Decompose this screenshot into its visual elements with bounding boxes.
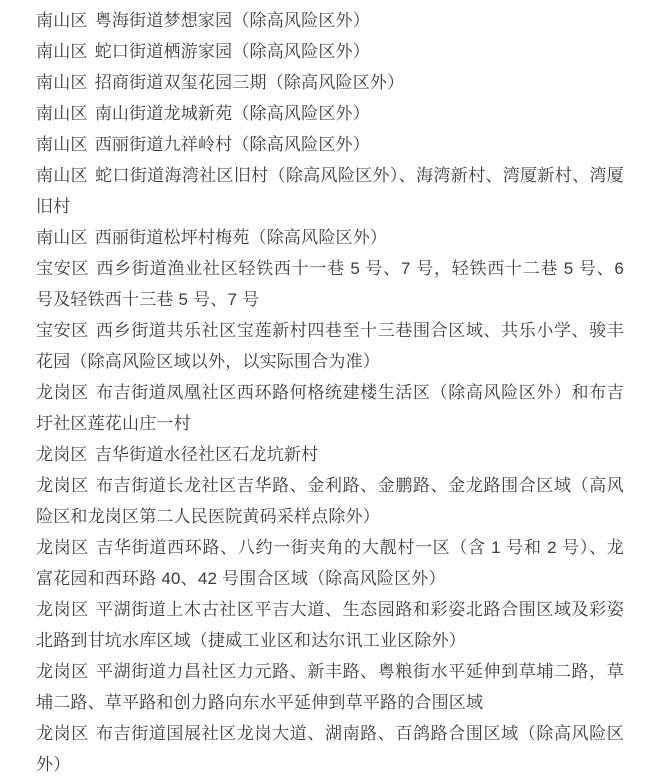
area-entry [36,532,624,594]
area-text: 西乡街道共乐社区宝莲新村四巷至十三巷围合区域、共乐小学、骏丰花园（除高风险区域以外，以实际围合为准） [36,321,624,371]
district-label: 南山区 [36,42,88,61]
district-label: 龙岗区 [36,600,89,619]
area-entry [36,377,624,439]
district-label: 南山区 [36,104,88,123]
district-label: 龙岗区 [36,445,88,464]
area-text: 西乡街道渔业社区轻铁西十一巷 5 号、7 号，轻铁西十二巷 5 号、6 号及轻铁西十三巷 5 号、7 号 [36,259,624,309]
area-entry [36,222,624,253]
district-label: 南山区 [36,166,89,185]
area-entry [36,129,624,160]
district-label: 南山区 [36,73,88,92]
area-entry [36,594,624,656]
district-label: 龙岗区 [36,538,90,557]
area-text: 布吉街道凤凰社区西环路何格统建楼生活区（除高风险区外）和布吉圩社区莲花山庄一村 [36,383,624,433]
area-entry [36,656,624,718]
district-label: 南山区 [36,228,88,247]
area-entry [36,5,624,36]
area-entry [36,160,624,222]
district-label: 龙岗区 [36,383,89,402]
area-entry [36,36,624,67]
area-entry [36,253,624,315]
area-text: 吉华街道西环路、八约一街夹角的大靓村一区（含 1 号和 2 号）、龙富花园和西环路 40、42 号围合区域（除高风险区外） [36,538,624,588]
area-text: 布吉街道国展社区龙岗大道、湖南路、百鸽路合围区域（除高风险区外） [36,724,624,774]
area-text: 西丽街道松坪村梅苑（除高风险区外） [94,228,388,247]
area-text: 布吉街道长龙社区吉华路、金利路、金鹏路、金龙路围合区域（高风险区和龙岗区第二人民医院黄码采样点除外） [36,476,624,526]
area-entry [36,439,624,470]
area-text: 蛇口街道栖游家园（除高风险区外） [94,42,370,61]
district-label: 南山区 [36,135,88,154]
area-text: 蛇口街道海湾社区旧村（除高风险区外）、海湾新村、湾厦新村、湾厦旧村 [36,166,624,216]
area-entry [36,470,624,532]
district-label: 宝安区 [36,321,89,340]
district-label: 龙岗区 [36,724,89,743]
area-text: 平湖街道力昌社区力元路、新丰路、粤粮街水平延伸到草埔二路，草埔二路、草平路和创力路向东水平延伸到草平路的合围区域 [36,662,624,712]
area-text: 南山街道龙城新苑（除高风险区外） [94,104,370,123]
area-text: 招商街道双玺花园三期（除高风险区外） [94,73,405,92]
area-text: 粤海街道梦想家园（除高风险区外） [94,11,370,30]
area-entry [36,98,624,129]
district-label: 龙岗区 [36,662,89,681]
district-label: 宝安区 [36,259,90,278]
area-text: 吉华街道水径社区石龙坑新村 [94,445,319,464]
district-label: 南山区 [36,11,88,30]
area-text: 平湖街道上木古社区平吉大道、生态园路和彩姿北路合围区域及彩姿北路到甘坑水库区域（捷威工业区和达尔讯工业区除外） [36,600,624,650]
district-label: 龙岗区 [36,476,89,495]
area-entry [36,315,624,377]
area-entry [36,67,624,98]
area-text: 西丽街道九祥岭村（除高风险区外） [94,135,370,154]
area-entry [36,718,624,780]
